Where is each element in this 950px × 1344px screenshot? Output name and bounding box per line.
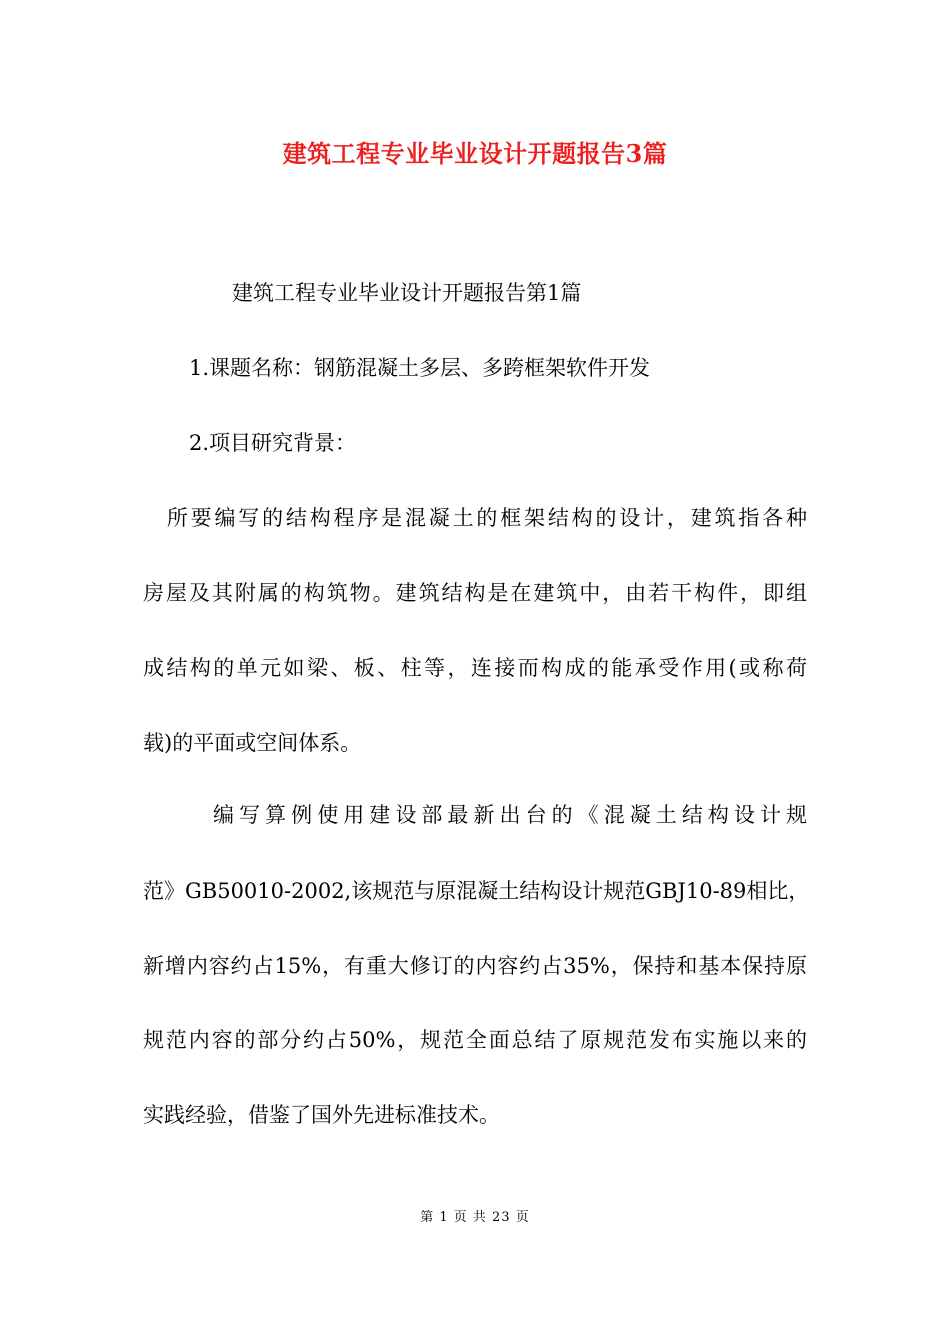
- item-course-title: 1.课题名称：钢筋混凝土多层、多跨框架软件开发: [189, 356, 651, 380]
- page-indicator: 第 1 页 共 23 页: [420, 1210, 530, 1225]
- paragraph-line: 成结构的单元如梁、板、柱等，连接而构成的能承受作用(或称荷: [143, 656, 807, 680]
- paragraph-line: 房屋及其附属的构筑物。建筑结构是在建筑中，由若干构件，即组: [143, 581, 807, 605]
- paragraph-line: 载)的平面或空间体系。: [143, 731, 362, 755]
- paragraph-line: 范》GB50010-2002,该规范与原混凝土结构设计规范GBJ10-89相比，: [143, 879, 810, 903]
- paragraph-line: 实践经验，借鉴了国外先进标准技术。: [143, 1103, 500, 1127]
- paragraph-line: 所要编写的结构程序是混凝土的框架结构的设计，建筑指各种: [143, 506, 807, 530]
- paragraph-line: 新增内容约占15%，有重大修订的内容约占35%，保持和基本保持原: [143, 954, 807, 978]
- paragraph-line: 编写算例使用建设部最新出台的《混凝土结构设计规: [187, 803, 807, 827]
- document-title: 建筑工程专业毕业设计开题报告3篇: [282, 139, 668, 168]
- item-research-background: 2.项目研究背景：: [189, 431, 357, 455]
- section-heading: 建筑工程专业毕业设计开题报告第1篇: [232, 281, 582, 305]
- paragraph-line: 规范内容的部分约占50%，规范全面总结了原规范发布实施以来的: [143, 1028, 807, 1052]
